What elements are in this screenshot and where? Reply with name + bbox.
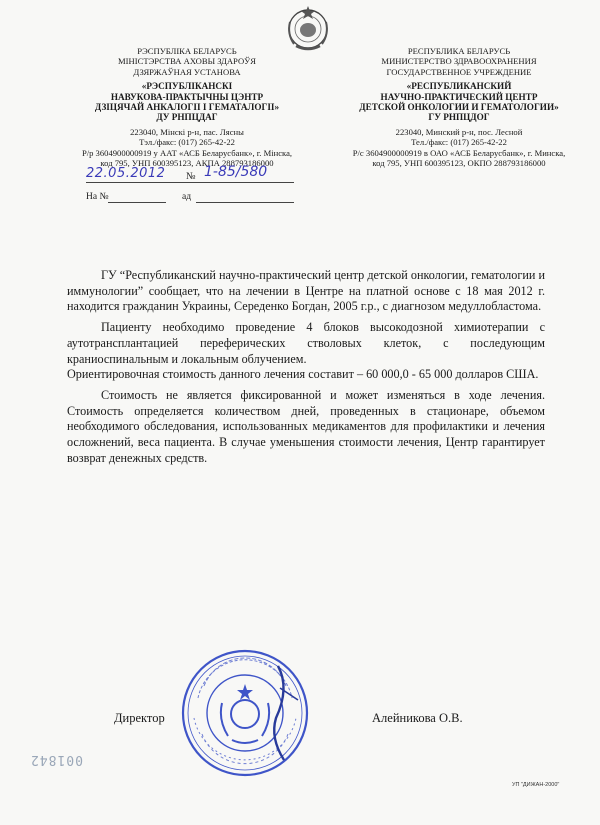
header-left-line: ДЗЯРЖАЎНАЯ УСТАНОВА [133, 66, 241, 77]
body-paragraph: Стоимость не является фиксированной и может изменяться в ходе лечения. Стоимость определяется количеством дней, проведенных в стационаре, объемом необходимого обследования, использованных медикаментов для профилактики и лечения осложнений, веса пациента. В случае уменьшения стоимости лечения, Центр гарантирует возврат денежных средств. [67, 387, 545, 465]
header-left-line: код 795, УНП 600395123, АКПА 288793186000 [100, 158, 274, 169]
header-left-line: «РЭСПУБЛІКАНСКІ [141, 81, 233, 92]
header-right-line: 223040, Минский р-н, пос. Лесной [395, 126, 523, 137]
body-paragraph: Пациенту необходимо проведение 4 блоков высокодозной химиотерапии с аутотрансплантацией переферических стволовых клеток, с последующим краниоспинальным и локальным облучением. [67, 320, 545, 366]
header-right-line: ДЕТСКОЙ ОНКОЛОГИИ И ГЕМАТОЛОГИИ» [359, 102, 559, 113]
body-paragraph: ГУ “Республиканский научно-практический центр детской онкологии, гематологии и иммунологии” сообщает, что на лечении в Центре на платной основе с 18 мая 2012 г. находится гражданин Украины, Середенко Богдан, 2005 г.р., с диагнозом медуллобластома. [67, 268, 545, 314]
registration-underline [86, 182, 294, 183]
header-right-line: НАУЧНО-ПРАКТИЧЕСКИЙ ЦЕНТР [380, 91, 538, 102]
header-left-line: 223040, Мінскі р-н, пас. Лясны [130, 126, 244, 137]
reference-date-line [196, 202, 294, 203]
header-right-line: Р/с 3604900000919 в ОАО «АСБ Беларусбанк», г. Минска, [352, 147, 566, 158]
header-left-line: НАВУКОВА-ПРАКТЫЧНЫ ЦЭНТР [110, 91, 264, 102]
header-left-line: ДЗІЦЯЧАЙ АНКАЛОГІІ І ГЕМАТАЛОГІІ» [94, 102, 280, 113]
signatory-name: Алейникова О.В. [372, 711, 463, 725]
letterhead-belarusian [62, 46, 312, 168]
header-left-line: РЭСПУБЛІКА БЕЛАРУСЬ [137, 46, 237, 56]
header-left-line: Тэл./факс: (017) 265-42-22 [139, 137, 235, 148]
printer-mark: УП "ДИЖАН-2000" [512, 782, 560, 788]
registration-number: 1-85/580 [204, 164, 268, 180]
reference-ad-label: ад [182, 192, 192, 202]
header-right-line: ГУ РНПЦДОГ [428, 112, 490, 123]
header-left-line: МІНІСТЭРСТВА АХОВЫ ЗДАРОЎЯ [118, 56, 256, 67]
header-right-line: ГОСУДАРСТВЕННОЕ УЧРЕЖДЕНИЕ [386, 66, 532, 77]
registration-date: 22.05.2012 [86, 166, 166, 181]
body-paragraph: Ориентировочная стоимость данного лечения составит – 60 000,0 - 65 000 долларов США. [67, 367, 539, 382]
header-right-line: РЕСПУБЛИКА БЕЛАРУСЬ [407, 46, 511, 56]
header-left-line: Р/р 3604900000919 у ААТ «АСБ Беларусбанк», г. Мінска, [81, 147, 293, 158]
header-right-line: код 795, УНП 600395123, ОКПО 288793186000 [372, 158, 546, 169]
header-right-line: Тел./факс: (017) 265-42-22 [411, 137, 507, 148]
official-round-seal-icon [180, 648, 310, 778]
letter-body [67, 268, 545, 471]
header-right-line: «РЕСПУБЛИКАНСКИЙ [406, 81, 512, 92]
registration-number-label: № [186, 171, 196, 182]
registration-row [86, 166, 306, 184]
reference-na-label: На № [86, 192, 109, 202]
signatory-role: Директор [114, 711, 165, 725]
letterhead-russian [334, 46, 584, 168]
header-right-line: МИНИСТЕРСТВО ЗДРАВООХРАНЕНИЯ [381, 56, 537, 67]
serial-number: 001842 [30, 752, 83, 767]
reference-row [86, 192, 316, 206]
reference-number-line [108, 202, 166, 203]
header-left-line: ДУ РНПЦДАГ [156, 112, 218, 123]
